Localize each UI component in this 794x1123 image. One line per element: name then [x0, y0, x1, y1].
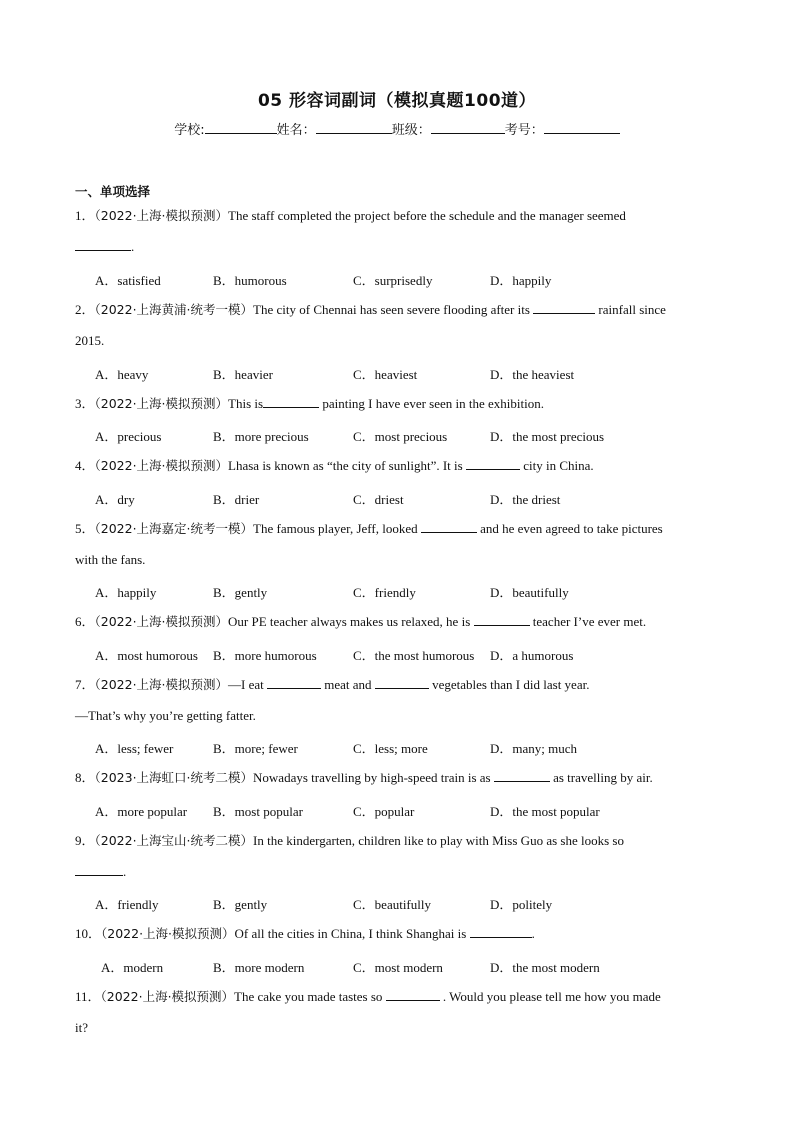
- question-10: [75, 918, 715, 949]
- question-text-line2: it?: [75, 1020, 88, 1035]
- option-b[interactable]: B．gently: [213, 585, 268, 600]
- question-text: Lhasa is known as “the city of sunlight”. It is: [228, 458, 463, 473]
- question-text-cont: city in China.: [523, 458, 594, 473]
- question-text: The famous player, Jeff, looked: [253, 521, 418, 536]
- option-d[interactable]: D．a humorous: [490, 648, 574, 663]
- option-c[interactable]: C．most precious: [353, 429, 448, 444]
- question-source: （2022·上海·模拟预测）: [94, 614, 229, 629]
- option-d[interactable]: D．happily: [490, 273, 552, 288]
- question-number: 11．: [75, 989, 101, 1004]
- school-blank: [205, 121, 277, 134]
- options-7: [95, 738, 715, 758]
- option-a[interactable]: A．less; fewer: [95, 741, 174, 756]
- option-b[interactable]: B．most popular: [213, 804, 303, 819]
- answer-blank: [386, 988, 440, 1001]
- question-number: 5．: [75, 521, 95, 536]
- question-number: 6．: [75, 614, 95, 629]
- option-d[interactable]: D．the most popular: [490, 804, 600, 819]
- option-b[interactable]: B．more precious: [213, 429, 309, 444]
- option-b[interactable]: B．more modern: [213, 960, 305, 975]
- question-number: 9．: [75, 833, 95, 848]
- question-number: 2．: [75, 302, 95, 317]
- question-source: （2022·上海·模拟预测）: [94, 396, 229, 411]
- option-a[interactable]: A．most humorous: [95, 648, 198, 663]
- answer-blank: [466, 457, 520, 470]
- question-text: The city of Chennai has seen severe flooding after its: [253, 302, 530, 317]
- question-number: 1．: [75, 208, 95, 223]
- options-8: [95, 801, 715, 821]
- question-source: （2022·上海·模拟预测）: [100, 989, 235, 1004]
- answer-blank: [75, 863, 123, 876]
- option-c[interactable]: C．surprisedly: [353, 273, 433, 288]
- answer-blank: [375, 676, 429, 689]
- options-4: [95, 489, 715, 509]
- question-3: [75, 388, 715, 419]
- exam-no-blank: [544, 121, 620, 134]
- answer-blank: [267, 676, 321, 689]
- question-text-line2: with the fans.: [75, 552, 146, 567]
- question-source: （2022·上海·模拟预测）: [94, 677, 229, 692]
- option-d[interactable]: D．many; much: [490, 741, 578, 756]
- option-a[interactable]: A．satisfied: [95, 273, 161, 288]
- name-blank: [316, 121, 392, 134]
- student-info-line: [0, 119, 794, 138]
- question-text: —I eat: [228, 677, 264, 692]
- question-number: 7．: [75, 677, 95, 692]
- question-source: （2022·上海·模拟预测）: [94, 458, 229, 473]
- option-c[interactable]: C．most modern: [353, 960, 443, 975]
- question-text-cont: . Would you please tell me how you made: [442, 989, 661, 1004]
- answer-blank: [263, 395, 319, 408]
- question-source: （2022·上海嘉定·统考一模）: [94, 521, 254, 536]
- question-11: [75, 981, 715, 1043]
- question-number: 4．: [75, 458, 95, 473]
- options-2: [95, 364, 715, 384]
- option-b[interactable]: B．more humorous: [213, 648, 317, 663]
- question-source: （2022·上海黄浦·统考一模）: [94, 302, 254, 317]
- question-source: （2023·上海虹口·统考二模）: [94, 770, 254, 785]
- options-1: [95, 270, 715, 290]
- options-5: [95, 582, 715, 602]
- question-5: [75, 513, 715, 575]
- option-a[interactable]: A．happily: [95, 585, 157, 600]
- page-title: 05 形容词副词（模拟真题100道）: [257, 91, 537, 111]
- option-d[interactable]: D．the driest: [490, 492, 561, 507]
- option-a[interactable]: A．more popular: [95, 804, 188, 819]
- options-10: [95, 957, 715, 977]
- option-d[interactable]: D．the most precious: [490, 429, 605, 444]
- question-text-cont: rainfall since: [598, 302, 666, 317]
- exam-no-label: 考号：: [504, 123, 544, 138]
- question-number: 8．: [75, 770, 95, 785]
- option-d[interactable]: D．the heaviest: [490, 367, 575, 382]
- answer-blank: [470, 925, 532, 938]
- option-a[interactable]: A．dry: [95, 492, 135, 507]
- question-text-end: .: [131, 239, 135, 254]
- question-text-line2: 2015.: [75, 333, 105, 348]
- options-3: [95, 426, 715, 446]
- question-text: This is: [228, 396, 264, 411]
- options-6: [95, 645, 715, 665]
- question-text: In the kindergarten, children like to play with Miss Guo as she looks so: [253, 833, 624, 848]
- option-c[interactable]: C．friendly: [353, 585, 416, 600]
- question-1: [75, 200, 715, 262]
- question-text-cont: teacher I’ve ever met.: [532, 614, 647, 629]
- question-text-line2: —That’s why you’re getting fatter.: [75, 708, 256, 723]
- answer-blank: [75, 238, 131, 251]
- question-text: The staff completed the project before the schedule and the manager seemed: [228, 208, 626, 223]
- question-text-end: .: [123, 864, 127, 879]
- answer-blank: [474, 613, 530, 626]
- question-text: Of all the cities in China, I think Shanghai is: [234, 926, 467, 941]
- option-b[interactable]: B．drier: [213, 492, 260, 507]
- option-a[interactable]: A．modern: [101, 960, 164, 975]
- class-label: 班级：: [391, 123, 431, 138]
- question-text-cont: vegetables than I did last year.: [432, 677, 590, 692]
- question-number: 10．: [75, 926, 102, 941]
- question-2: [75, 294, 715, 356]
- question-text-mid: meat and: [324, 677, 372, 692]
- option-c[interactable]: C．heaviest: [353, 367, 418, 382]
- school-label: 学校:: [174, 123, 205, 138]
- question-text-cont: and he even agreed to take pictures: [480, 521, 663, 536]
- option-b[interactable]: B．more; fewer: [213, 741, 298, 756]
- answer-blank: [533, 301, 595, 314]
- option-b[interactable]: B．heavier: [213, 367, 273, 382]
- question-text-cont: painting I have ever seen in the exhibition.: [322, 396, 544, 411]
- section-heading: 一、单项选择: [75, 184, 151, 199]
- question-number: 3．: [75, 396, 95, 411]
- option-c[interactable]: C．less; more: [353, 741, 428, 756]
- question-4: [75, 450, 715, 481]
- answer-blank: [421, 520, 477, 533]
- question-text: The cake you made tastes so: [234, 989, 383, 1004]
- question-8: [75, 762, 715, 793]
- options-9: [95, 894, 715, 914]
- option-a[interactable]: A．friendly: [95, 897, 159, 912]
- option-c[interactable]: C．driest: [353, 492, 404, 507]
- question-source: （2022·上海·模拟预测）: [94, 208, 229, 223]
- question-text-cont: as travelling by air.: [553, 770, 653, 785]
- question-source: （2022·上海·模拟预测）: [101, 926, 235, 941]
- option-b[interactable]: B．humorous: [213, 273, 287, 288]
- question-9: [75, 825, 715, 887]
- option-c[interactable]: C．beautifully: [353, 897, 431, 912]
- question-text-cont: .: [531, 926, 535, 941]
- option-a[interactable]: A．heavy: [95, 367, 149, 382]
- option-b[interactable]: B．gently: [213, 897, 268, 912]
- class-blank: [431, 121, 505, 134]
- answer-blank: [494, 769, 550, 782]
- option-d[interactable]: D．the most modern: [490, 960, 600, 975]
- question-text: Nowadays travelling by high-speed train is as: [253, 770, 491, 785]
- option-c[interactable]: C．popular: [353, 804, 415, 819]
- option-c[interactable]: C．the most humorous: [353, 648, 475, 663]
- name-label: 姓名：: [276, 123, 316, 138]
- question-6: [75, 606, 715, 637]
- option-d[interactable]: D．politely: [490, 897, 553, 912]
- question-text: Our PE teacher always makes us relaxed, he is: [228, 614, 471, 629]
- question-source: （2022·上海宝山·统考二模）: [94, 833, 254, 848]
- option-d[interactable]: D．beautifully: [490, 585, 569, 600]
- option-a[interactable]: A．precious: [95, 429, 162, 444]
- question-7: [75, 669, 715, 731]
